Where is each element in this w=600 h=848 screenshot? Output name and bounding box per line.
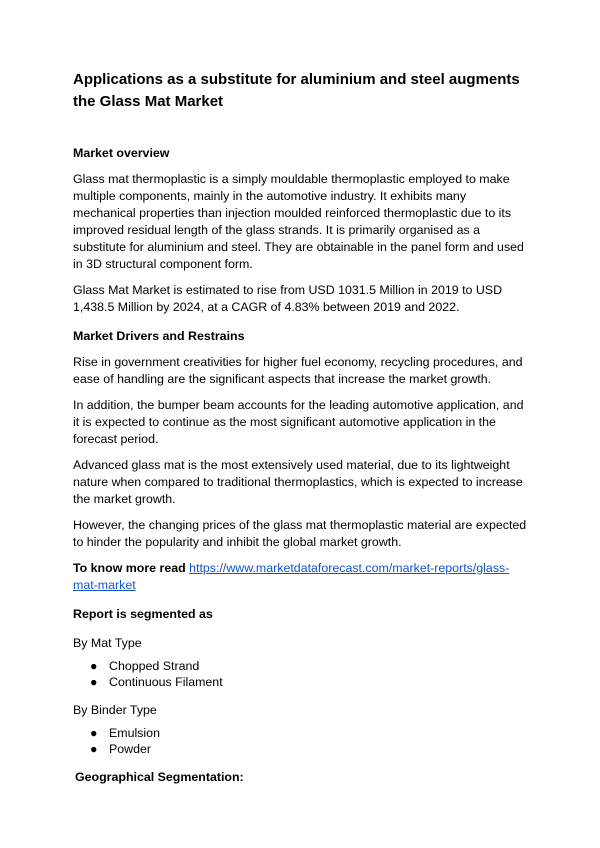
binder-type-label: By Binder Type	[73, 703, 157, 717]
drivers-paragraph-3: Advanced glass mat is the most extensively used material, due to its lightweight nature when compared to traditional thermoplastics, which is expected to increase the market growth.	[73, 458, 523, 506]
drivers-heading: Market Drivers and Restrains	[73, 329, 245, 343]
list-item-label: Emulsion	[109, 726, 160, 740]
list-item	[73, 741, 528, 757]
bullet-icon: ●	[90, 659, 98, 673]
segmented-heading: Report is segmented as	[73, 607, 213, 621]
binder-type-list	[73, 725, 528, 757]
list-item-label: Chopped Strand	[109, 659, 200, 673]
mat-type-label: By Mat Type	[73, 636, 142, 650]
report-link[interactable]: https://www.marketdataforecast.com/market-reports/glass-mat-market	[73, 561, 510, 592]
bullet-icon: ●	[90, 675, 98, 689]
overview-heading: Market overview	[73, 146, 170, 160]
overview-paragraph-2: Glass Mat Market is estimated to rise from USD 1031.5 Million in 2019 to USD 1,438.5 Million by 2024, at a CAGR of 4.83% between 2019 and 2022.	[73, 283, 503, 314]
list-item	[73, 725, 528, 741]
geo-heading: Geographical Segmentation:	[75, 770, 244, 784]
bullet-icon: ●	[90, 742, 98, 756]
mat-type-list	[73, 658, 528, 690]
list-item	[73, 674, 528, 690]
list-item-label: Continuous Filament	[109, 675, 223, 689]
more-info-line	[73, 560, 528, 594]
overview-paragraph-1: Glass mat thermoplastic is a simply mouldable thermoplastic employed to make multiple components, mainly in the automotive industry. It exhibits many mechanical properties than injection moulded reinforced thermoplastic due to its improved residual length of the glass strands. It is primarily organised as a substitute for aluminium and steel. They are obtainable in the panel form and used in 3D structural component form.	[73, 172, 524, 271]
document-title: Applications as a substitute for aluminium and steel augments the Glass Mat Market	[73, 71, 520, 110]
list-item-label: Powder	[109, 742, 152, 756]
drivers-paragraph-1: Rise in government creativities for higher fuel economy, recycling procedures, and ease of handling are the significant aspects that increase the market growth.	[73, 355, 523, 386]
bullet-icon: ●	[90, 726, 98, 740]
drivers-paragraph-2: In addition, the bumper beam accounts for the leading automotive application, and it is expected to continue as the most significant automotive application in the forecast period.	[73, 398, 524, 446]
list-item	[73, 658, 528, 674]
drivers-paragraph-4: However, the changing prices of the glass mat thermoplastic material are expected to hinder the popularity and inhibit the global market growth.	[73, 518, 527, 549]
more-info-label: To know more read	[73, 561, 186, 575]
